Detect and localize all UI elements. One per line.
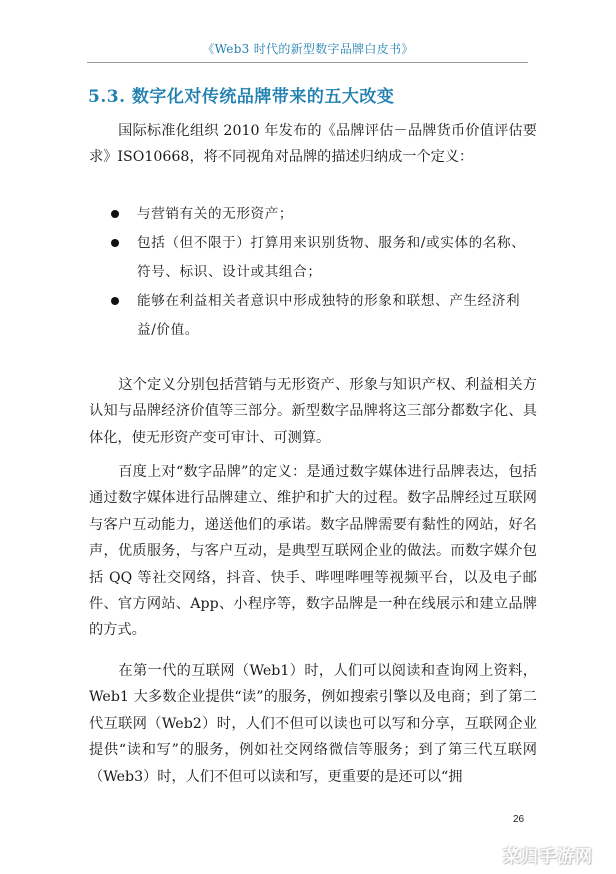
bullet-text: 与营销有关的无形资产； [137, 206, 294, 222]
bullet-item [111, 200, 531, 229]
paragraph-definition-summary [89, 372, 537, 451]
bullet-text: 包括（但不限于）打算用来识别货物、服务和/或实体的名称、符号、标识、设计或其组合； [137, 235, 526, 280]
paragraph-text: 这个定义分别包括营销与无形资产、形象与知识产权、利益相关方认知与品牌经济价值等三部分。新型数字品牌将这三部分都数字化、具体化，使无形资产变可审计、可测算。 [89, 377, 537, 446]
paragraph-text: 在第一代的互联网（Web1）时，人们可以阅读和查询网上资料，Web1 大多数企业提供“读”的服务，例如搜索引擎以及电商；到了第二代互联网（Web2）时，人们不但可以读也可以写和分享，互联网企业提供“读和写”的服务，例如社交网络微信等服务；到了第三代互联网（Web3）时，人们不但可以读和写，更重要的是还可以“拥 [89, 663, 537, 785]
bullet-text: 能够在利益相关者意识中形成独特的形象和联想、产生经济利益/价值。 [137, 293, 521, 338]
definition-bullet-list [111, 200, 531, 345]
bullet-item [111, 287, 531, 345]
section-heading: 5.3. 数字化对传统品牌带来的五大改变 [88, 87, 395, 107]
paragraph-text: 百度上对“数字品牌”的定义：是通过数字媒体进行品牌表达，包括通过数字媒体进行品牌建立、维护和扩大的过程。数字品牌经过互联网与客户互动能力，递送他们的承诺。数字品牌需要有黏性的网站，好名声，优质服务，与客户互动，是典型互联网企业的做法。而数字媒介包括 QQ 等社交网络，抖音、快手、哔哩哔哩等视频平台，以及电子邮件、官方网站、App、小程序等，数字品牌是一种在线展示和建立品牌的方式。 [89, 464, 537, 639]
bullet-icon [111, 210, 119, 218]
bullet-icon [111, 297, 119, 305]
header-divider [87, 62, 528, 63]
paragraph-baidu-definition [89, 459, 537, 644]
paragraph-web-generations [89, 658, 537, 790]
page-number: 26 [513, 814, 525, 825]
paragraph-text: 国际标准化组织 2010 年发布的《品牌评估－品牌货币价值评估要求》ISO10668，将不同视角对品牌的描述归纳成一个定义： [89, 123, 537, 166]
paragraph-iso-definition [89, 118, 537, 171]
bullet-icon [111, 239, 119, 247]
bullet-item [111, 229, 531, 287]
running-header: 《Web3 时代的新型数字品牌白皮书》 [202, 42, 414, 56]
site-watermark: 菜归手游网 [503, 847, 593, 867]
